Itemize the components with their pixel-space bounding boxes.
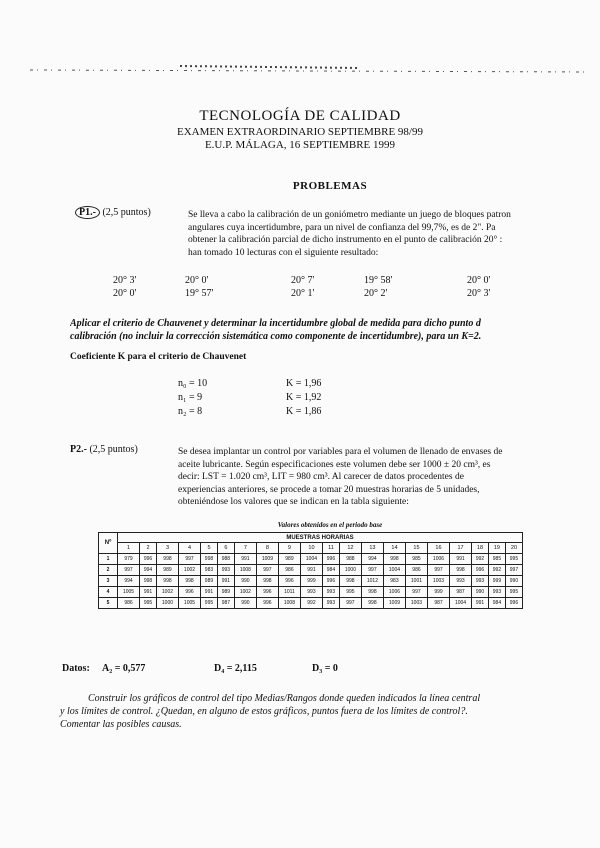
sample-value: 996 [322, 576, 339, 587]
sample-value: 997 [256, 565, 278, 576]
column-number: 12 [339, 543, 361, 554]
sample-value: 991 [217, 576, 234, 587]
sample-value: 988 [339, 554, 361, 565]
sample-value: 1004 [450, 598, 472, 609]
sample-value: 993 [300, 587, 322, 598]
p1-statement [188, 209, 588, 259]
sample-value: 984 [322, 565, 339, 576]
sample-value: 1003 [405, 598, 427, 609]
p1-points: (2,5 puntos) [102, 207, 151, 218]
sample-value: 985 [405, 554, 427, 565]
reading: 20° 7' [291, 275, 315, 286]
p2-line: aceite lubricante. Según especificaciones este volumen debe ser 1000 ± 20 cm³, es [178, 459, 491, 470]
sample-value: 996 [256, 598, 278, 609]
sample-value: 992 [488, 565, 505, 576]
column-number: 11 [322, 543, 339, 554]
p1-question-line: Aplicar el criterio de Chauvenet y determinar la incertidumbre global de medida para dicho punto d [70, 318, 481, 329]
table-body [99, 554, 523, 609]
reading: 20° 0' [467, 275, 491, 286]
sample-value: 991 [201, 587, 218, 598]
p2-line: decir: LST = 1.020 cm³, LIT = 980 cm³. Al carecer de datos procedentes de [178, 472, 464, 482]
sample-value: 998 [361, 598, 383, 609]
row-header: Nº [99, 533, 118, 554]
sample-value: 987 [217, 598, 234, 609]
sample-value: 1002 [156, 587, 178, 598]
sample-value: 998 [201, 554, 218, 565]
p2-line: experiencias anteriores, se procede a tomar 20 muestras horarias de 5 unidades, [178, 484, 480, 495]
p1-label [75, 206, 151, 219]
reading: 20° 3' [467, 288, 491, 299]
sample-value: 989 [156, 565, 178, 576]
sample-value: 997 [361, 565, 383, 576]
column-number-row [99, 543, 523, 554]
exam-subtitle: EXAMEN EXTRAORDINARIO SEPTIEMBRE 98/99 [177, 126, 423, 138]
sample-value: 1001 [405, 576, 427, 587]
table-row [99, 554, 523, 565]
reading: 20° 0' [185, 275, 209, 286]
sample-value: 996 [505, 598, 522, 609]
sample-value: 1009 [256, 554, 278, 565]
p2-points: (2,5 puntos) [89, 444, 138, 455]
sample-value: 997 [178, 554, 200, 565]
sample-value: 995 [505, 554, 522, 565]
sample-value: 1012 [361, 576, 383, 587]
p2-question-line: Construir los gráficos de control del tipo Medias/Rangos donde queden indicados la línea central [88, 693, 481, 704]
sample-value: 1005 [118, 587, 140, 598]
p1-question [70, 317, 590, 343]
sample-value: 995 [339, 587, 361, 598]
p2-statement [178, 446, 578, 509]
k-n0: n₀ = 10 [178, 378, 208, 389]
datos-a2: A₂ = 0,577 [102, 663, 146, 674]
p2-question-line: Comentar las posibles causas. [60, 719, 182, 730]
sample-value: 979 [118, 554, 140, 565]
sample-value: 998 [339, 576, 361, 587]
sample-value: 1006 [427, 554, 449, 565]
reading: 19° 57' [185, 288, 214, 299]
k-value-1: K = 1,92 [286, 392, 322, 403]
p2-question [60, 692, 580, 731]
sample-value: 994 [140, 565, 157, 576]
sample-value: 1005 [178, 598, 200, 609]
sample-value: 996 [278, 576, 300, 587]
column-number: 2 [140, 543, 157, 554]
sample-value: 1009 [383, 598, 405, 609]
sample-value: 991 [472, 598, 489, 609]
sample-value: 997 [405, 587, 427, 598]
sample-value: 990 [472, 587, 489, 598]
table-caption: Valores obtenidos en el periodo base [277, 521, 383, 529]
row-number: 4 [99, 587, 118, 598]
reading: 20° 0' [113, 288, 137, 299]
column-number: 8 [256, 543, 278, 554]
sample-value: 999 [488, 576, 505, 587]
sample-value: 997 [427, 565, 449, 576]
sample-value: 1003 [427, 576, 449, 587]
sample-value: 998 [156, 576, 178, 587]
p2-question-line: y los límites de control. ¿Quedan, en alguno de estos gráficos, puntos fuera de los límites de control?. [60, 706, 468, 717]
sample-value: 993 [488, 587, 505, 598]
sample-value: 984 [488, 598, 505, 609]
datos-d4: D₄ = 2,115 [214, 663, 257, 674]
sample-value: 1000 [156, 598, 178, 609]
sample-value: 1011 [278, 587, 300, 598]
sample-value: 986 [278, 565, 300, 576]
sample-value: 1002 [178, 565, 200, 576]
sample-value: 998 [178, 576, 200, 587]
datos-d3: D₃ = 0 [312, 663, 338, 674]
sample-value: 998 [256, 576, 278, 587]
reading: 20° 3' [113, 275, 137, 286]
sample-value: 1002 [234, 587, 256, 598]
column-number: 15 [405, 543, 427, 554]
p1-number: P1.- [75, 206, 100, 219]
k-heading: Coeficiente K para el criterio de Chauvenet [70, 352, 247, 362]
column-number: 17 [450, 543, 472, 554]
sample-value: 995 [140, 598, 157, 609]
p1-line: angulares cuya incertidumbre, para un nivel de confianza del 99,7%, es de 2". Pa [188, 222, 496, 233]
section-heading: PROBLEMAS [292, 180, 368, 192]
column-number: 10 [300, 543, 322, 554]
sample-value: 996 [256, 587, 278, 598]
sample-value: 986 [405, 565, 427, 576]
sample-value: 998 [383, 554, 405, 565]
reading: 20° 2' [364, 288, 388, 299]
column-number: 6 [217, 543, 234, 554]
table-row [99, 565, 523, 576]
k-value-0: K = 1,96 [286, 378, 322, 389]
column-number: 16 [427, 543, 449, 554]
column-number: 18 [472, 543, 489, 554]
p2-line: obteniéndose los valores que se indican en la tabla siguiente: [178, 497, 409, 507]
sample-value: 993 [322, 587, 339, 598]
sample-value: 991 [300, 565, 322, 576]
sample-value: 996 [472, 565, 489, 576]
p2-line: Se desea implantar un control por variables para el volumen de llenado de envases de [178, 447, 503, 457]
p1-question-line: calibración (no incluir la corrección sistemática como componente de incertidumbre), para un K=2. [70, 331, 482, 342]
sample-value: 993 [322, 598, 339, 609]
sample-value: 996 [178, 587, 200, 598]
reading: 19° 58' [364, 275, 393, 286]
exam-title: TECNOLOGÍA DE CALIDAD [199, 108, 401, 124]
sample-value: 993 [217, 565, 234, 576]
p1-line: obtener la calibración parcial de dicho instrumento en el punto de calibración 20° : [188, 235, 503, 245]
sample-value: 989 [217, 587, 234, 598]
sample-value: 990 [234, 598, 256, 609]
column-number: 5 [201, 543, 218, 554]
sample-value: 986 [118, 598, 140, 609]
column-number: 9 [278, 543, 300, 554]
sample-value: 989 [278, 554, 300, 565]
p1-line: Se lleva a cabo la calibración de un goniómetro mediante un juego de bloques patron [188, 210, 511, 220]
column-number: 1 [118, 543, 140, 554]
sample-value: 997 [339, 598, 361, 609]
column-number: 7 [234, 543, 256, 554]
column-number: 19 [488, 543, 505, 554]
sample-value: 999 [300, 576, 322, 587]
scan-artifact-band [30, 60, 590, 80]
sample-value: 996 [140, 554, 157, 565]
sample-value: 997 [505, 565, 522, 576]
sample-value: 989 [201, 576, 218, 587]
sample-value: 993 [472, 576, 489, 587]
p2-label [70, 444, 138, 455]
table-row [99, 598, 523, 609]
sample-value: 998 [140, 576, 157, 587]
exam-place-date: E.U.P. MÁLAGA, 16 SEPTIEMBRE 1999 [204, 139, 396, 151]
k-n2: n₂ = 8 [178, 406, 203, 417]
sample-value: 998 [361, 587, 383, 598]
row-number: 2 [99, 565, 118, 576]
sample-value: 993 [450, 576, 472, 587]
sample-value: 983 [201, 565, 218, 576]
table-row [99, 587, 523, 598]
sample-value: 999 [427, 587, 449, 598]
sample-value: 1004 [300, 554, 322, 565]
sample-value: 990 [505, 576, 522, 587]
column-number: 20 [505, 543, 522, 554]
sample-value: 987 [427, 598, 449, 609]
sample-value: 996 [322, 554, 339, 565]
samples-header: MUESTRAS HORARIAS [118, 533, 523, 543]
sample-value: 988 [217, 554, 234, 565]
samples-table [98, 532, 523, 609]
sample-value: 994 [118, 576, 140, 587]
sample-value: 994 [361, 554, 383, 565]
sample-value: 983 [383, 576, 405, 587]
column-number: 3 [156, 543, 178, 554]
reading: 20° 1' [291, 288, 315, 299]
row-number: 3 [99, 576, 118, 587]
sample-value: 1008 [234, 565, 256, 576]
table-row [99, 576, 523, 587]
k-n1: n₁ = 9 [178, 392, 203, 403]
sample-value: 992 [472, 554, 489, 565]
datos-label: Datos: [62, 663, 90, 674]
sample-value: 991 [450, 554, 472, 565]
column-number: 4 [178, 543, 200, 554]
sample-value: 1004 [383, 565, 405, 576]
sample-value: 991 [234, 554, 256, 565]
sample-value: 991 [140, 587, 157, 598]
sample-value: 1008 [278, 598, 300, 609]
sample-value: 990 [234, 576, 256, 587]
sample-value: 995 [505, 587, 522, 598]
sample-value: 998 [156, 554, 178, 565]
sample-value: 995 [201, 598, 218, 609]
p1-line: han tomado 10 lecturas con el siguiente resultado: [188, 247, 379, 258]
row-number: 1 [99, 554, 118, 565]
column-number: 13 [361, 543, 383, 554]
sample-value: 998 [450, 565, 472, 576]
p2-number: P2.- [70, 444, 87, 455]
sample-value: 987 [450, 587, 472, 598]
k-value-2: K = 1,86 [286, 406, 322, 417]
sample-value: 1000 [339, 565, 361, 576]
sample-value: 1006 [383, 587, 405, 598]
sample-value: 992 [300, 598, 322, 609]
column-number: 14 [383, 543, 405, 554]
sample-value: 997 [118, 565, 140, 576]
row-number: 5 [99, 598, 118, 609]
sample-value: 985 [488, 554, 505, 565]
